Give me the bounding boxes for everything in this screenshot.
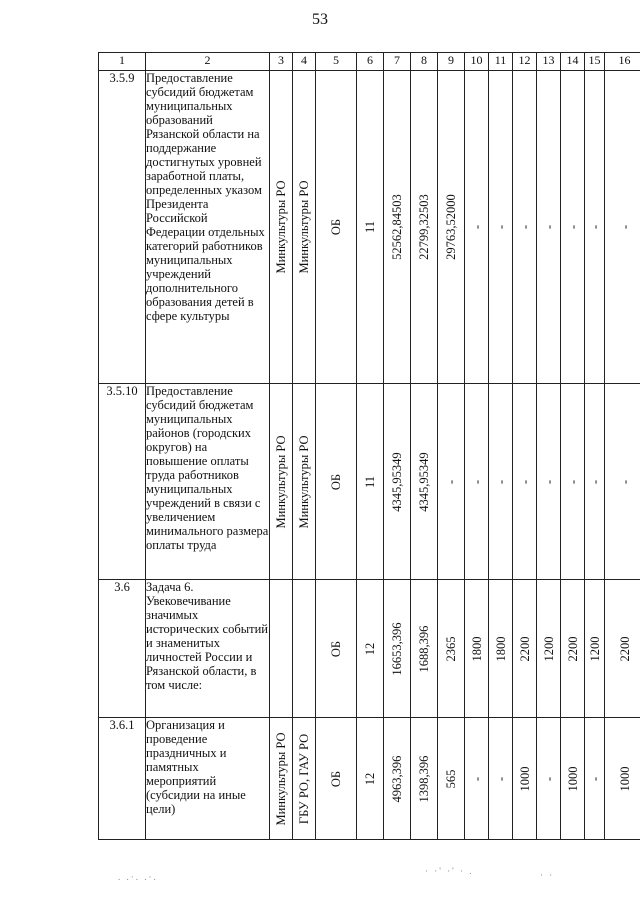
row-description: Задача 6. Увековечивание значимых исторических событий и знаменитых личностей России и Рязанской области, в том числе: [146, 580, 270, 718]
table-row [99, 71, 640, 384]
header-cell: 16 [605, 53, 640, 71]
header-cell: 2 [146, 53, 270, 71]
header-cell: 10 [465, 53, 489, 71]
row-code: 3.5.10 [99, 384, 146, 580]
executor-cell: Минкультуры РО [297, 434, 311, 529]
value-cell: 2200 [517, 636, 532, 661]
value-cell: 4345,95349 [417, 451, 431, 512]
value-cell: 565 [444, 769, 458, 788]
value-cell: 16653,396 [390, 621, 404, 676]
header-cell: 3 [270, 53, 293, 71]
value-cell: - [541, 479, 556, 484]
value-cell: - [541, 776, 556, 781]
value-cell: 1200 [541, 636, 556, 661]
value-cell: 2200 [565, 636, 580, 661]
header-cell: 13 [537, 53, 561, 71]
table-row [99, 718, 640, 840]
value-cell: 4345,95349 [390, 451, 404, 512]
row-code: 3.5.9 [99, 71, 146, 384]
value-cell: - [469, 479, 484, 484]
header-cell: 5 [316, 53, 357, 71]
value-cell: - [565, 479, 580, 484]
scan-noise: · ·' ·' · . [425, 866, 474, 876]
value-cell: 1000 [617, 766, 632, 791]
header-cell: 11 [489, 53, 513, 71]
header-cell: 1 [99, 53, 146, 71]
value-cell: 1000 [517, 766, 532, 791]
kbk-cell: 11 [363, 475, 377, 488]
row-description: Предоставление субсидий бюджетам муниципальных районов (городских округов) на повышение оплаты труда работников муниципальных учреждений в связи с увеличением минимального размера оплаты труда [146, 384, 270, 580]
source-cell: ОБ [329, 640, 343, 657]
header-cell: 14 [561, 53, 585, 71]
value-cell: - [493, 776, 508, 781]
header-row [99, 53, 640, 71]
row-code: 3.6.1 [99, 718, 146, 840]
header-cell: 6 [357, 53, 384, 71]
value-cell: - [617, 479, 632, 484]
header-cell: 12 [513, 53, 537, 71]
header-cell: 9 [438, 53, 465, 71]
value-cell: 1800 [493, 636, 508, 661]
header-cell: 15 [585, 53, 605, 71]
kbk-cell: 11 [363, 220, 377, 234]
header-cell: 4 [293, 53, 316, 71]
value-cell: - [444, 479, 458, 484]
kbk-cell: 12 [363, 772, 377, 785]
row-description: Организация и проведение праздничных и памятных мероприятий (субсидии на иные цели) [146, 718, 270, 840]
kbk-cell: 12 [363, 642, 377, 655]
row-code: 3.6 [99, 580, 146, 718]
executor-cell: Минкультуры РО [297, 180, 311, 274]
source-cell: ОБ [329, 473, 343, 490]
value-cell: - [469, 776, 484, 781]
value-cell: 1800 [469, 636, 484, 661]
responsible-cell: Минкультуры РО [274, 731, 288, 826]
value-cell: - [517, 224, 532, 230]
budget-table [98, 52, 640, 840]
value-cell: - [493, 479, 508, 484]
scan-noise: . .·. .·. [118, 872, 158, 882]
value-cell: 2365 [444, 636, 458, 661]
responsible-cell: Минкультуры РО [274, 180, 288, 274]
page-number: 53 [312, 11, 328, 28]
value-cell: - [469, 224, 484, 230]
scan-noise: · · [540, 870, 555, 880]
header-cell: 8 [411, 53, 438, 71]
value-cell: - [517, 479, 532, 484]
value-cell: 29763,52000 [444, 194, 458, 260]
table-row [99, 384, 640, 580]
value-cell: - [587, 479, 602, 484]
value-cell: 1688,396 [417, 625, 431, 672]
value-cell: - [587, 224, 602, 230]
value-cell: - [617, 224, 632, 230]
executor-cell: ГБУ РО, ГАУ РО [297, 733, 311, 824]
value-cell: - [541, 224, 556, 230]
value-cell: - [587, 776, 602, 781]
value-cell: 22799,32503 [417, 194, 431, 260]
value-cell: 1200 [587, 636, 602, 661]
source-cell: ОБ [329, 770, 343, 787]
value-cell: - [565, 224, 580, 230]
table-row [99, 580, 640, 718]
value-cell: - [493, 224, 508, 230]
value-cell: 4963,396 [390, 755, 404, 802]
header-cell: 7 [384, 53, 411, 71]
value-cell: 2200 [617, 636, 632, 661]
row-description: Предоставление субсидий бюджетам муниципальных образований Рязанской области на поддержание достигнутых уровней заработной платы, определенных указом Президента Российской Федерации отдельных категорий работников муниципальных учреждений дополнительного образования детей в сфере культуры [146, 71, 270, 384]
value-cell: 52562,84503 [390, 194, 404, 260]
value-cell: 1000 [565, 766, 580, 791]
value-cell: 1398,396 [417, 755, 431, 802]
source-cell: ОБ [329, 218, 343, 236]
responsible-cell: Минкультуры РО [274, 434, 288, 529]
